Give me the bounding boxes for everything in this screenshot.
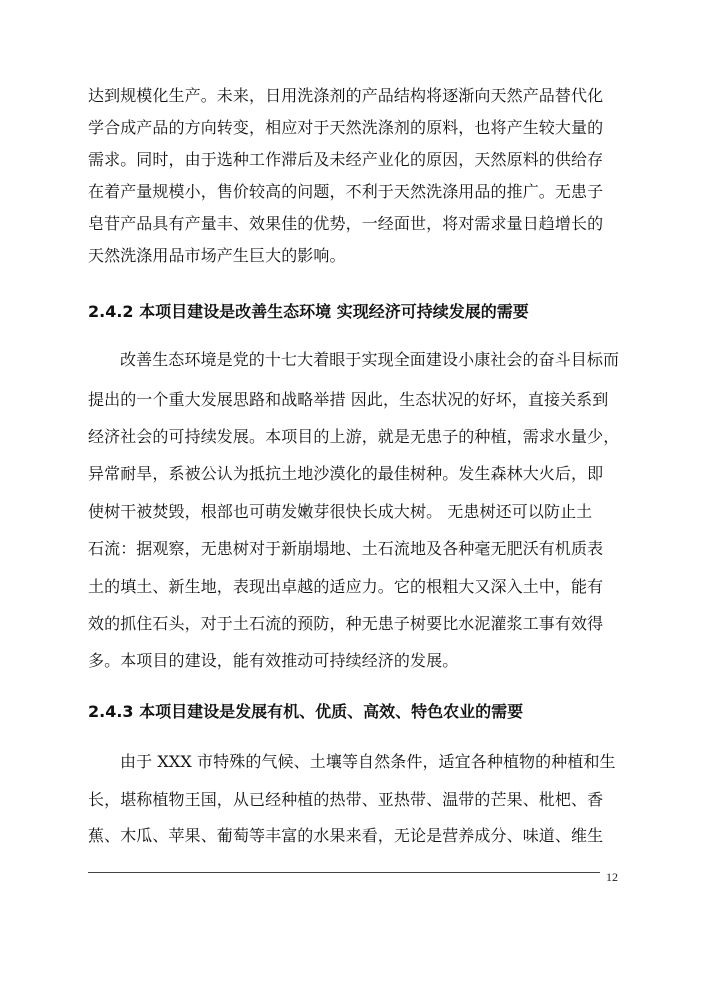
paragraph-line: 多。本项目的建设，能有效推动可持续经济的发展。 xyxy=(88,651,459,670)
paragraph-line: 提出的一个重大发展思路和战略举措 因此，生态状况的好坏，直接关系到 xyxy=(88,390,609,409)
paragraph-line: 土的填土、新生地，表现出卓越的适应力。它的根粗大又深入土中，能有 xyxy=(88,577,604,596)
paragraph-line: 效的抓住石头，对于土石流的预防，种无患子树要比水泥灌浆工事有效得 xyxy=(88,614,604,633)
paragraph-line: 蕉、木瓜、苹果、葡萄等丰富的水果来看，无论是营养成分、味道、维生 xyxy=(88,826,604,845)
footer-divider xyxy=(88,872,600,873)
section-heading-2-4-2: 2.4.2 本项目建设是改善生态环境 实现经济可持续发展的需要 xyxy=(88,302,529,321)
paragraph-line: 达到规模化生产。未来，日用洗涤剂的产品结构将逐渐向天然产品替代化 xyxy=(88,86,604,105)
paragraph-line: 经济社会的可持续发展。本项目的上游，就是无患子的种植，需求水量少， xyxy=(88,427,620,446)
paragraph-line: 天然洗涤用品市场产生巨大的影响。 xyxy=(88,246,346,265)
paragraph-line: 石流：据观察，无患树对于新崩塌地、土石流地及各种毫无肥沃有机质表 xyxy=(88,539,604,558)
paragraph-line: 使树干被焚毁，根部也可萌发嫩芽很快长成大树。 无患树还可以防止土 xyxy=(88,502,593,521)
section-heading-2-4-3: 2.4.3 本项目建设是发展有机、优质、高效、特色农业的需要 xyxy=(88,702,524,721)
paragraph-line: 皂苷产品具有产量丰、效果佳的优势，一经面世，将对需求量日趋增长的 xyxy=(88,214,604,233)
paragraph-line: 由于 XXX 市特殊的气候、土壤等自然条件，适宜各种植物的种植和生 xyxy=(120,752,616,771)
paragraph-line: 改善生态环境是党的十七大着眼于实现全面建设小康社会的奋斗目标而 xyxy=(120,350,620,369)
paragraph-line: 长，堪称植物王国，从已经种植的热带、亚热带、温带的芒果、枇杷、香 xyxy=(88,790,604,809)
paragraph-line: 异常耐旱，系被公认为抵抗土地沙漠化的最佳树种。发生森林大火后，即 xyxy=(88,464,604,483)
paragraph-line: 在着产量规模小，售价较高的问题，不利于天然洗涤用品的推广。无患子 xyxy=(88,182,604,201)
paragraph-line: 需求。同时，由于选种工作滞后及未经产业化的原因，天然原料的供给存 xyxy=(88,150,604,169)
paragraph-line: 学合成产品的方向转变，相应对于天然洗涤剂的原料，也将产生较大量的 xyxy=(88,118,604,137)
page-number: 12 xyxy=(606,870,618,884)
